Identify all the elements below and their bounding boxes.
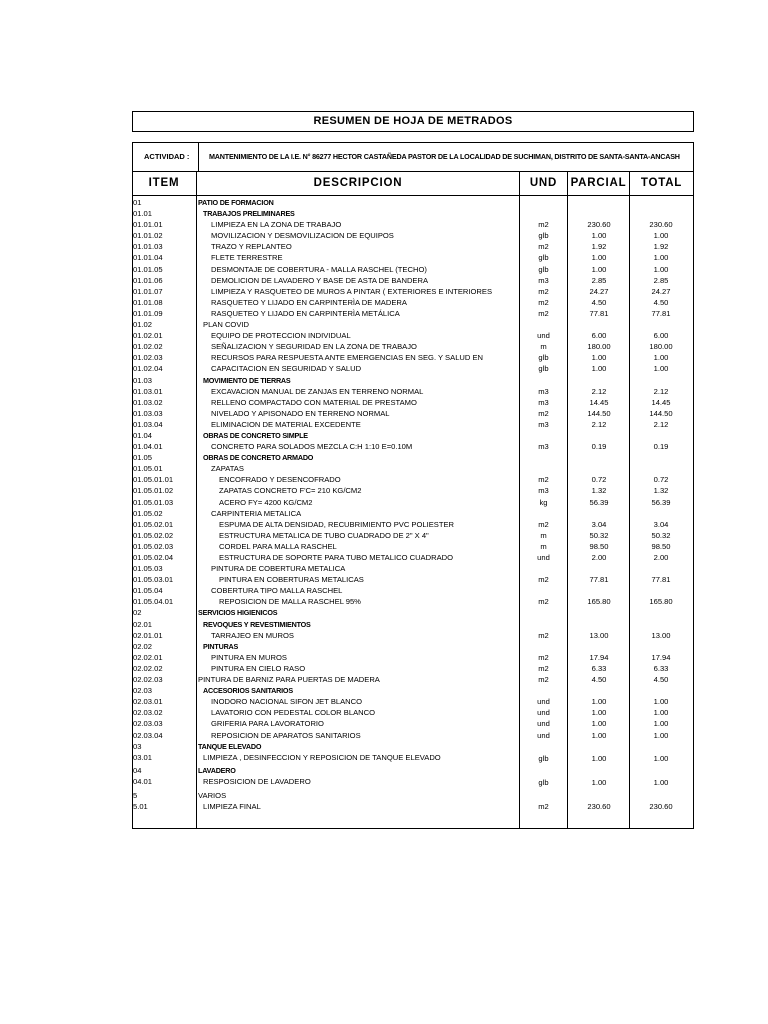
row-description: ACCESORIOS SANITARIOS <box>203 686 293 696</box>
row-item-code: 02.01.01 <box>133 630 163 640</box>
row-parcial: 14.45 <box>589 397 609 407</box>
row-description: PINTURA EN MUROS <box>211 652 287 662</box>
row-description: EQUIPO DE PROTECCION INDIVIDUAL <box>211 331 351 341</box>
row-item-code: 01.05.04 <box>133 586 163 596</box>
row-unit: und <box>537 697 550 707</box>
row-item-code: 01.01.06 <box>133 275 163 285</box>
row-description: OBRAS DE CONCRETO SIMPLE <box>203 430 308 440</box>
row-item-code: 02.03.01 <box>133 697 163 707</box>
row-parcial: 77.81 <box>589 308 609 318</box>
row-description: ENCOFRADO Y DESENCOFRADO <box>219 475 341 485</box>
row-unit: m2 <box>538 297 549 307</box>
row-total: 98.50 <box>651 541 671 551</box>
table-row <box>132 508 694 519</box>
row-parcial: 6.00 <box>591 331 607 341</box>
row-total: 6.00 <box>653 331 669 341</box>
table-row <box>132 452 694 463</box>
table-row <box>132 341 694 352</box>
table-row <box>132 776 694 790</box>
row-unit: m3 <box>538 442 549 452</box>
row-parcial: 144.50 <box>587 408 611 418</box>
table-row <box>132 286 694 297</box>
row-description: OBRAS DE CONCRETO ARMADO <box>203 453 314 463</box>
row-total: 230.60 <box>649 220 673 230</box>
row-parcial: 2.00 <box>591 553 607 562</box>
row-total: 2.12 <box>653 386 669 396</box>
row-parcial: 56.39 <box>589 497 609 507</box>
header-parcial: PARCIAL <box>570 177 627 189</box>
row-total: 13.00 <box>651 630 671 640</box>
header-bottom-border <box>132 195 693 196</box>
row-description: ZAPATAS CONCRETO F'C= 210 KG/CM2 <box>219 486 362 496</box>
row-description: MOVILIZACION Y DESMOVILIZACION DE EQUIPOS <box>211 231 394 241</box>
row-item-code: 02.03.02 <box>133 708 163 718</box>
row-parcial: 230.60 <box>587 220 611 230</box>
row-parcial: 2.12 <box>591 386 607 396</box>
table-row <box>132 319 694 330</box>
table-row <box>132 563 694 574</box>
row-description: RASQUETEO Y LIJADO EN CARPINTERÌA DE MADERA <box>211 297 407 307</box>
table-row <box>132 252 694 263</box>
row-unit: m3 <box>538 386 549 396</box>
header-item: ITEM <box>148 177 180 189</box>
row-total: 1.00 <box>653 697 669 707</box>
header-und: UND <box>529 177 558 189</box>
row-parcial: 4.50 <box>591 675 607 685</box>
row-item-code: 01.03.01 <box>133 386 163 396</box>
row-parcial: 77.81 <box>589 575 609 585</box>
row-description: REVOQUES Y REVESTIMIENTOS <box>203 619 311 629</box>
row-item-code: 01.03.03 <box>133 408 163 418</box>
row-total: 17.94 <box>651 652 671 662</box>
table-row <box>132 485 694 496</box>
table-row <box>132 619 694 630</box>
table-row <box>132 219 694 230</box>
row-description: LIMPIEZA , DESINFECCION Y REPOSICION DE TANQUE ELEVADO <box>203 752 441 762</box>
actividad-value: MANTENIMIENTO DE LA I.E. N° 86277 HECTOR CASTAÑEDA PASTOR DE LA LOCALIDAD DE SUCHIMAN, DISTRITO DE SANTA-SANTA-ANCASH <box>209 152 680 161</box>
table-row <box>132 530 694 541</box>
row-item-code: 03 <box>133 741 142 751</box>
row-item-code: 01.05.01.01 <box>133 475 174 485</box>
row-unit: glb <box>538 364 549 374</box>
row-description: ESTRUCTURA DE SOPORTE PARA TUBO METALICO CUADRADO <box>219 553 454 562</box>
row-description: LIMPIEZA EN LA ZONA DE TRABAJO <box>211 220 342 230</box>
row-total: 1.00 <box>653 364 669 374</box>
row-item-code: 02.02.02 <box>133 663 163 673</box>
row-unit: m2 <box>538 242 549 252</box>
row-unit: m2 <box>538 630 549 640</box>
row-item-code: 03.01 <box>133 752 153 762</box>
table-row <box>132 765 694 776</box>
row-description: PINTURA EN CIELO RASO <box>211 663 306 673</box>
row-description: PINTURA DE BARNIZ PARA PUERTAS DE MADERA <box>198 675 380 685</box>
table-row <box>132 741 694 752</box>
row-description: DEMOLICION DE LAVADERO Y BASE DE ASTA DE BANDERA <box>211 275 429 285</box>
row-parcial: 1.00 <box>591 708 607 718</box>
row-total: 14.45 <box>651 397 671 407</box>
table-row <box>132 652 694 663</box>
table-row <box>132 297 694 308</box>
row-description: ACERO FY= 4200 KG/CM2 <box>219 497 313 507</box>
row-total: 1.00 <box>653 264 669 274</box>
row-total: 1.92 <box>653 242 669 252</box>
row-description: CONCRETO PARA SOLADOS MEZCLA C:H 1:10 E=0.10M <box>211 442 413 452</box>
row-unit: m3 <box>538 419 549 429</box>
row-parcial: 230.60 <box>587 801 611 811</box>
row-total: 144.50 <box>649 408 673 418</box>
row-unit: m2 <box>538 801 549 811</box>
row-item-code: 01.02.01 <box>133 331 163 341</box>
table-row <box>132 441 694 452</box>
row-description: COBERTURA TIPO MALLA RASCHEL <box>211 586 343 596</box>
row-item-code: 02.02.03 <box>133 675 163 685</box>
row-total: 4.50 <box>653 297 669 307</box>
table-row <box>132 197 694 208</box>
table-row <box>132 730 694 741</box>
row-total: 1.00 <box>653 231 669 241</box>
row-description: RESPOSICION DE LAVADERO <box>203 777 311 787</box>
table-row <box>132 241 694 252</box>
table-row <box>132 801 694 812</box>
row-total: 6.33 <box>653 663 669 673</box>
row-parcial: 98.50 <box>589 541 609 551</box>
table-row <box>132 707 694 718</box>
row-item-code: 01.01.09 <box>133 308 163 318</box>
row-parcial: 1.00 <box>591 253 607 263</box>
table-row <box>132 574 694 585</box>
row-unit: m2 <box>538 286 549 296</box>
table-row <box>132 230 694 241</box>
table-row <box>132 497 694 508</box>
row-total: 1.00 <box>653 353 669 363</box>
metrados-table <box>132 171 694 829</box>
row-item-code: 01.05.01.02 <box>133 486 174 496</box>
table-row <box>132 208 694 219</box>
row-unit: m2 <box>538 575 549 585</box>
row-description: MOVIMIENTO DE TIERRAS <box>203 375 291 385</box>
row-total: 1.00 <box>653 778 669 788</box>
row-total: 165.80 <box>649 597 673 607</box>
row-description: LAVADERO <box>198 766 236 776</box>
row-parcial: 2.12 <box>591 419 607 429</box>
row-unit: m <box>540 541 547 551</box>
row-unit: m <box>540 342 547 352</box>
row-unit: m <box>540 530 547 540</box>
row-parcial: 1.00 <box>591 353 607 363</box>
row-item-code: 01.05.02.04 <box>133 553 174 562</box>
row-description: RASQUETEO Y LIJADO EN CARPINTERÌA METÁLICA <box>211 308 400 318</box>
row-total: 1.00 <box>653 708 669 718</box>
row-item-code: 01.04 <box>133 430 153 440</box>
row-unit: m2 <box>538 220 549 230</box>
row-parcial: 6.33 <box>591 663 607 673</box>
table-row <box>132 718 694 729</box>
row-item-code: 01.02.04 <box>133 364 163 374</box>
table-row <box>132 696 694 707</box>
row-parcial: 1.00 <box>591 778 607 788</box>
row-item-code: 02.02.01 <box>133 652 163 662</box>
row-item-code: 04.01 <box>133 777 153 787</box>
row-item-code: 02.02 <box>133 641 153 651</box>
row-description: VARIOS <box>198 790 227 800</box>
row-item-code: 01.01.02 <box>133 231 163 241</box>
row-item-code: 01.02.03 <box>133 353 163 363</box>
row-parcial: 180.00 <box>587 342 611 352</box>
row-description: TARRAJEO EN MUROS <box>211 630 294 640</box>
row-description: CAPACITACION EN SEGURIDAD Y SALUD <box>211 364 362 374</box>
row-item-code: 01.03 <box>133 375 153 385</box>
row-total: 77.81 <box>651 575 671 585</box>
actividad-box <box>132 142 694 172</box>
row-total: 1.00 <box>653 253 669 263</box>
row-description: REPOSICION DE MALLA RASCHEL 95% <box>219 597 361 607</box>
row-unit: glb <box>538 253 549 263</box>
row-total: 0.72 <box>653 475 669 485</box>
header-total: TOTAL <box>640 177 683 189</box>
row-item-code: 01.01.07 <box>133 286 163 296</box>
row-total: 2.12 <box>653 419 669 429</box>
table-row <box>132 474 694 485</box>
row-description: LIMPIEZA FINAL <box>203 801 261 811</box>
row-item-code: 02.03 <box>133 686 153 696</box>
row-item-code: 01.02 <box>133 320 153 330</box>
row-description: TRABAJOS PRELIMINARES <box>203 209 295 219</box>
table-row <box>132 463 694 474</box>
table-body <box>132 197 694 812</box>
row-parcial: 3.04 <box>591 519 607 529</box>
row-parcial: 1.00 <box>591 697 607 707</box>
row-total: 180.00 <box>649 342 673 352</box>
row-item-code: 01.01.01 <box>133 220 163 230</box>
row-item-code: 01.04.01 <box>133 442 163 452</box>
row-unit: m3 <box>538 397 549 407</box>
table-row <box>132 585 694 596</box>
row-unit: m2 <box>538 597 549 607</box>
row-description: REPOSICION DE APARATOS SANITARIOS <box>211 730 361 740</box>
row-item-code: 04 <box>133 766 142 776</box>
row-unit: glb <box>538 353 549 363</box>
table-row <box>132 330 694 341</box>
row-total: 50.32 <box>651 530 671 540</box>
row-unit: m2 <box>538 308 549 318</box>
row-unit: m3 <box>538 275 549 285</box>
row-item-code: 01.05.01.03 <box>133 497 174 507</box>
row-description: LIMPIEZA Y RASQUETEO DE MUROS A PINTAR ( EXTERIORES E INTERIORES <box>211 286 493 296</box>
document-title: RESUMEN DE HOJA DE METRADOS <box>132 111 694 132</box>
row-unit: m2 <box>538 475 549 485</box>
row-total: 4.50 <box>653 675 669 685</box>
row-description: ZAPATAS <box>211 464 244 474</box>
row-item-code: 01.01.08 <box>133 297 163 307</box>
table-row <box>132 552 694 563</box>
table-row <box>132 386 694 397</box>
row-item-code: 02 <box>133 608 142 618</box>
row-description: LAVATORIO CON PEDESTAL COLOR BLANCO <box>211 708 376 718</box>
table-row <box>132 419 694 430</box>
row-parcial: 1.00 <box>591 719 607 729</box>
row-description: ESPUMA DE ALTA DENSIDAD, RECUBRIMIENTO PVC POLIESTER <box>219 519 455 529</box>
row-parcial: 1.32 <box>591 486 607 496</box>
header-descripcion: DESCRIPCION <box>313 177 403 189</box>
table-row <box>132 397 694 408</box>
table-row <box>132 275 694 286</box>
table-row <box>132 519 694 530</box>
row-unit: m2 <box>538 663 549 673</box>
row-parcial: 50.32 <box>589 530 609 540</box>
row-item-code: 5.01 <box>133 801 148 811</box>
row-unit: glb <box>538 753 549 763</box>
row-item-code: 01.03.04 <box>133 419 163 429</box>
row-description: DESMONTAJE DE COBERTURA - MALLA RASCHEL (TECHO) <box>211 264 427 274</box>
row-item-code: 01.05 <box>133 453 153 463</box>
row-total: 56.39 <box>651 497 671 507</box>
table-row <box>132 352 694 363</box>
row-item-code: 02.01 <box>133 619 153 629</box>
row-total: 24.27 <box>651 286 671 296</box>
row-unit: und <box>537 730 550 740</box>
row-description: SEÑALIZACION Y SEGURIDAD EN LA ZONA DE TRABAJO <box>211 342 417 352</box>
row-total: 77.81 <box>651 308 671 318</box>
row-description: PLAN COVID <box>203 320 249 330</box>
row-description: PINTURA DE COBERTURA METALICA <box>211 564 346 574</box>
table-row <box>132 790 694 801</box>
row-parcial: 1.00 <box>591 231 607 241</box>
table-row <box>132 363 694 374</box>
row-unit: glb <box>538 231 549 241</box>
table-row <box>132 308 694 319</box>
row-item-code: 01.05.03 <box>133 564 163 574</box>
table-row <box>132 674 694 685</box>
row-description: PATIO DE FORMACION <box>198 198 274 207</box>
row-unit: m2 <box>538 519 549 529</box>
row-unit: kg <box>539 497 548 507</box>
row-parcial: 17.94 <box>589 652 609 662</box>
table-row <box>132 641 694 652</box>
row-unit: glb <box>538 778 549 788</box>
row-parcial: 1.92 <box>591 242 607 252</box>
row-description: CORDEL PARA MALLA RASCHEL <box>219 541 337 551</box>
row-item-code: 5 <box>133 790 138 800</box>
row-parcial: 4.50 <box>591 297 607 307</box>
row-item-code: 01 <box>133 198 142 207</box>
row-total: 2.00 <box>653 553 669 562</box>
row-item-code: 01.03.02 <box>133 397 163 407</box>
row-parcial: 165.80 <box>587 597 611 607</box>
row-total: 1.00 <box>653 730 669 740</box>
row-description: TRAZO Y REPLANTEO <box>211 242 292 252</box>
row-unit: glb <box>538 264 549 274</box>
row-total: 1.32 <box>653 486 669 496</box>
row-parcial: 1.00 <box>591 364 607 374</box>
row-description: GRIFERIA PARA LAVORATORIO <box>211 719 324 729</box>
row-description: RELLENO COMPACTADO CON MATERIAL DE PRESTAMO <box>211 397 417 407</box>
row-item-code: 02.03.04 <box>133 730 163 740</box>
row-parcial: 0.72 <box>591 475 607 485</box>
row-total: 230.60 <box>649 801 673 811</box>
actividad-label: ACTIVIDAD : <box>144 152 190 161</box>
row-description: INODORO NACIONAL SIFON JET BLANCO <box>211 697 363 707</box>
row-description: TANQUE ELEVADO <box>198 741 262 751</box>
table-bottom-border <box>132 828 693 829</box>
row-total: 2.85 <box>653 275 669 285</box>
row-item-code: 01.05.02 <box>133 508 163 518</box>
row-item-code: 01.05.02.02 <box>133 530 174 540</box>
row-unit: m2 <box>538 675 549 685</box>
row-parcial: 0.19 <box>591 442 607 452</box>
row-item-code: 01.05.01 <box>133 464 163 474</box>
row-item-code: 01.01.03 <box>133 242 163 252</box>
row-parcial: 1.00 <box>591 264 607 274</box>
row-item-code: 01.01.05 <box>133 264 163 274</box>
table-row <box>132 375 694 386</box>
table-row <box>132 541 694 552</box>
row-description: ESTRUCTURA METALICA DE TUBO CUADRADO DE 2" X 4" <box>219 530 429 540</box>
row-item-code: 01.05.02.03 <box>133 541 174 551</box>
row-description: NIVELADO Y APISONADO EN TERRENO NORMAL <box>211 408 390 418</box>
row-item-code: 01.01 <box>133 209 153 219</box>
row-unit: m2 <box>538 408 549 418</box>
table-row <box>132 752 694 766</box>
row-total: 0.19 <box>653 442 669 452</box>
row-description: SERVICIOS HIGIENICOS <box>198 608 278 618</box>
row-description: RECURSOS PARA RESPUESTA ANTE EMERGENCIAS EN SEG. Y SALUD EN <box>211 353 484 363</box>
table-row <box>132 685 694 696</box>
row-unit: und <box>537 708 550 718</box>
row-parcial: 13.00 <box>589 630 609 640</box>
row-unit: und <box>537 553 550 562</box>
row-unit: und <box>537 719 550 729</box>
row-parcial: 1.00 <box>591 753 607 763</box>
row-parcial: 1.00 <box>591 730 607 740</box>
row-unit: m3 <box>538 486 549 496</box>
row-total: 1.00 <box>653 719 669 729</box>
row-parcial: 24.27 <box>589 286 609 296</box>
actividad-divider <box>198 143 199 171</box>
row-description: ELIMINACION DE MATERIAL EXCEDENTE <box>211 419 361 429</box>
table-row <box>132 596 694 607</box>
row-description: PINTURA EN COBERTURAS METALICAS <box>219 575 364 585</box>
table-row <box>132 630 694 641</box>
row-description: CARPINTERIA METALICA <box>211 508 302 518</box>
table-row <box>132 607 694 618</box>
row-total: 3.04 <box>653 519 669 529</box>
table-row <box>132 408 694 419</box>
row-unit: m2 <box>538 652 549 662</box>
row-description: EXCAVACION MANUAL DE ZANJAS EN TERRENO NORMAL <box>211 386 424 396</box>
row-unit: und <box>537 331 550 341</box>
row-description: PINTURAS <box>203 641 239 651</box>
row-item-code: 02.03.03 <box>133 719 163 729</box>
table-row <box>132 663 694 674</box>
table-row <box>132 430 694 441</box>
row-item-code: 01.01.04 <box>133 253 163 263</box>
table-row <box>132 264 694 275</box>
row-item-code: 01.05.04.01 <box>133 597 174 607</box>
row-item-code: 01.05.03.01 <box>133 575 174 585</box>
row-parcial: 2.85 <box>591 275 607 285</box>
row-total: 1.00 <box>653 753 669 763</box>
row-item-code: 01.05.02.01 <box>133 519 174 529</box>
row-item-code: 01.02.02 <box>133 342 163 352</box>
row-description: FLETE TERRESTRE <box>211 253 283 263</box>
